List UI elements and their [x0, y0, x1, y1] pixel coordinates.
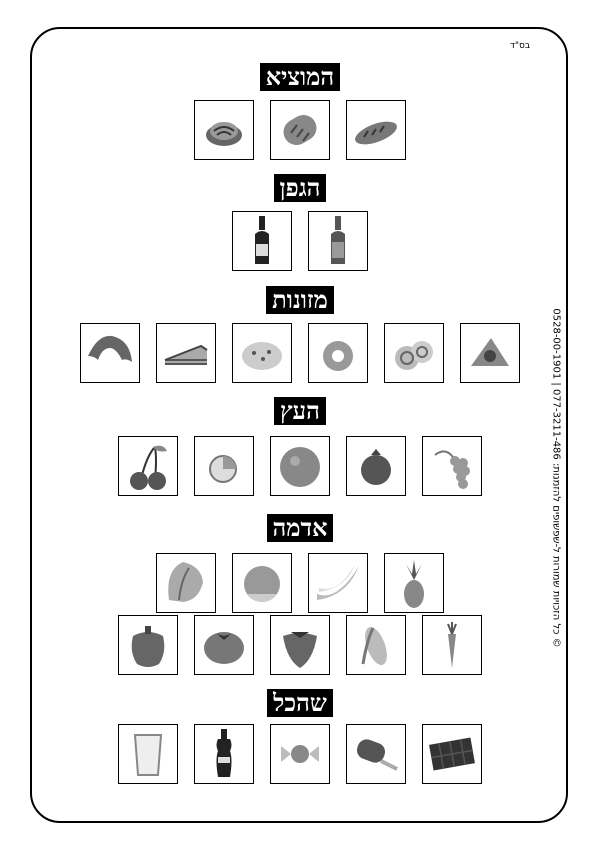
heading-hagafen-label: הגפן	[274, 174, 327, 202]
row-shehakol	[0, 724, 600, 784]
footer-copyright: © כל הזכויות שמורות ל-	[550, 543, 562, 648]
heading-hamotzi	[0, 63, 600, 91]
chocolate-bar-icon	[422, 724, 482, 784]
tomato-icon	[194, 615, 254, 675]
pomegranate-icon	[346, 436, 406, 496]
wine-bottle-icon	[232, 211, 292, 271]
heading-shehakol	[0, 689, 600, 717]
lettuce-icon	[156, 553, 216, 613]
swirl-cookies-icon	[384, 323, 444, 383]
corn-icon	[346, 615, 406, 675]
footer-orders: להזמנות: 077-3211-486 | 0528-00-1901	[550, 308, 562, 503]
orange-icon	[270, 436, 330, 496]
heading-adama-label: אדמה	[267, 514, 334, 542]
heading-mezonot-label: מזונות	[266, 286, 334, 314]
baguette-roll-icon	[346, 100, 406, 160]
row-haetz	[0, 436, 600, 496]
footer-text	[551, 308, 562, 647]
heading-haetz-label: העץ	[274, 397, 326, 425]
donut-icon	[308, 323, 368, 383]
row-hamotzi	[0, 100, 600, 160]
heading-hagafen	[0, 174, 600, 202]
ice-pop-icon	[346, 724, 406, 784]
row-adama-bottom	[0, 615, 600, 675]
heading-mezonot	[0, 286, 600, 314]
footer-brand: שפשופים	[550, 505, 562, 544]
heading-adama	[0, 514, 600, 542]
bananas-icon	[308, 553, 368, 613]
pepper-icon	[118, 615, 178, 675]
corner-mark: בס"ד	[510, 41, 531, 51]
cookie-icon	[232, 323, 292, 383]
cola-bottle-icon	[194, 724, 254, 784]
strawberry-icon	[270, 615, 330, 675]
heading-shehakol-label: שהכל	[267, 689, 333, 717]
candy-icon	[270, 724, 330, 784]
row-mezonot	[0, 323, 600, 383]
carrot-icon	[422, 615, 482, 675]
grapes-icon	[422, 436, 482, 496]
heading-haetz	[0, 397, 600, 425]
layer-cake-icon	[156, 323, 216, 383]
apple-slice-icon	[194, 436, 254, 496]
pineapple-icon	[384, 553, 444, 613]
melon-icon	[232, 553, 292, 613]
hamantash-icon	[460, 323, 520, 383]
cherries-icon	[118, 436, 178, 496]
croissant-icon	[80, 323, 140, 383]
bread-loaf-icon	[270, 100, 330, 160]
grape-juice-bottle-icon	[308, 211, 368, 271]
milk-glass-icon	[118, 724, 178, 784]
row-hagafen	[0, 211, 600, 271]
heading-hamotzi-label: המוציא	[260, 63, 340, 91]
sweet-roll-icon	[194, 100, 254, 160]
row-adama-top	[0, 553, 600, 613]
